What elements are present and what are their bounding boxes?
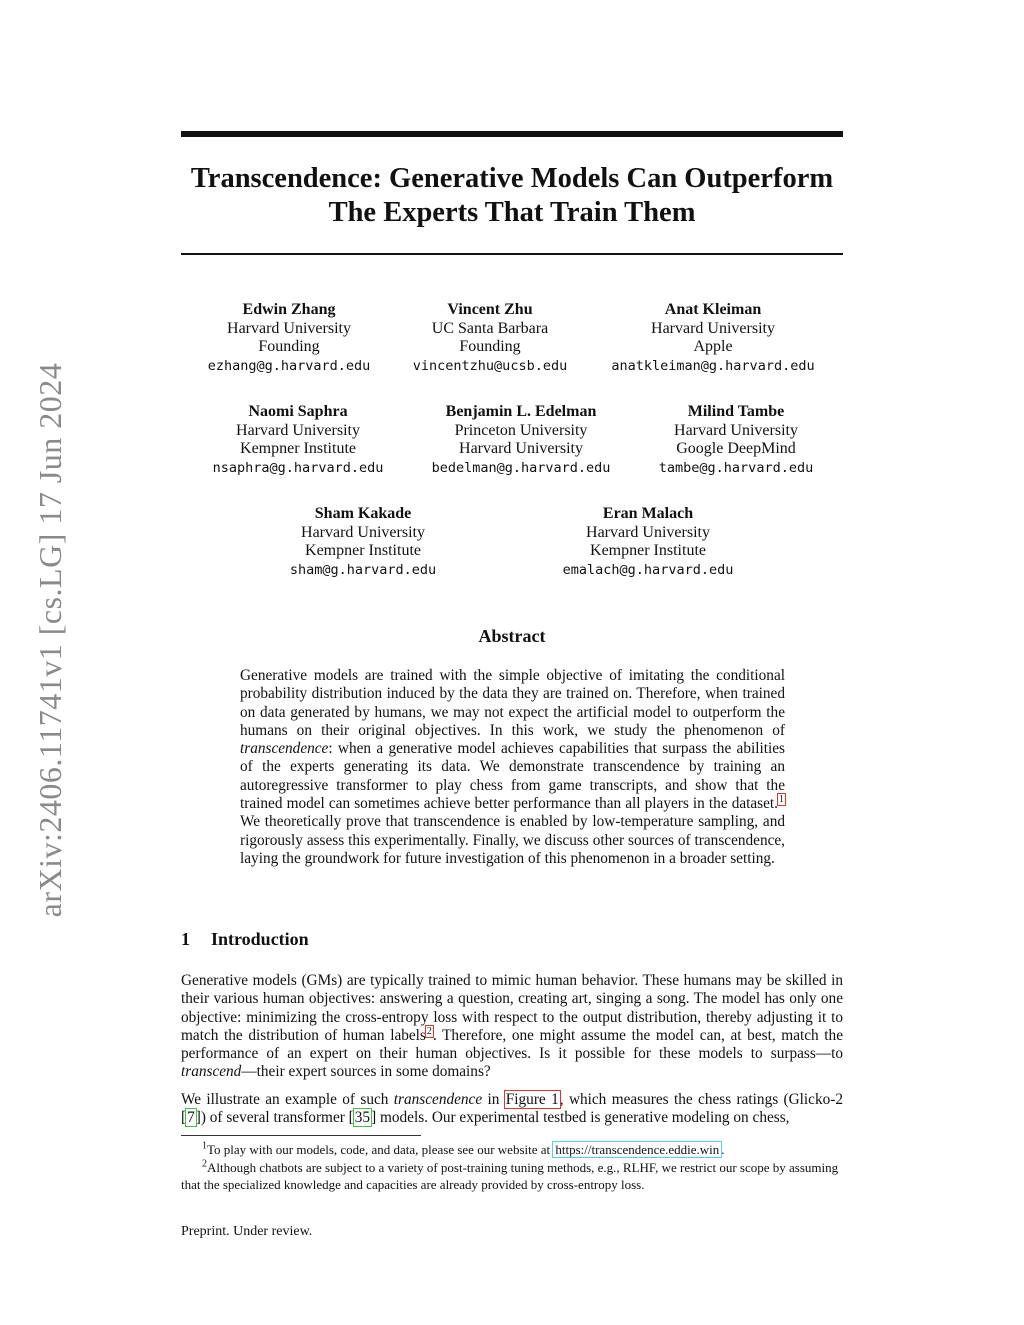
intro-paragraph-1 (181, 972, 843, 1082)
body-text: , which measures the chess ratings (Glicko-2 [ (181, 1091, 844, 1127)
author-block (636, 403, 836, 477)
abstract-heading: Abstract (478, 626, 546, 646)
author-email: anatkleiman@g.harvard.edu (611, 357, 815, 374)
paper-title (181, 162, 843, 230)
author-block (395, 301, 585, 375)
abstract-text: We theoretically prove that transcendence is enabled by low-temperature sampling, and rigorously assess this experimentally. Finally, we discuss other sources of transcendence, laying the groundwork for future investigation of this phenomenon in a broader setting. (240, 813, 785, 867)
author-affiliation: Princeton University (454, 421, 588, 439)
author-affiliation: Harvard University (674, 421, 798, 439)
title-bottom-rule (181, 253, 843, 255)
author-affiliation: UC Santa Barbara (431, 319, 549, 337)
author-email: vincentzhu@ucsb.edu (412, 357, 568, 374)
author-affiliation: Harvard University (459, 440, 583, 457)
author-block (598, 301, 828, 375)
website-link[interactable]: https://transcendence.eddie.win (555, 1142, 720, 1157)
author-block (538, 505, 758, 579)
author-affiliation: Harvard University (651, 319, 775, 337)
section-heading (181, 929, 309, 950)
intro-paragraph-2 (181, 1091, 843, 1128)
author-email: ezhang@g.harvard.edu (207, 357, 371, 374)
footnote-2 (181, 1159, 843, 1193)
author-block (263, 505, 463, 579)
author-affiliation: Kempner Institute (305, 542, 421, 559)
body-emphasis: transcend (181, 1063, 242, 1081)
author-name: Benjamin L. Edelman (445, 403, 597, 420)
author-affiliation: Google DeepMind (676, 440, 796, 457)
footnote-1 (181, 1141, 843, 1158)
footnote-mark: 1 (202, 1140, 207, 1152)
author-affiliation: Harvard University (227, 319, 351, 337)
abstract-emphasis: transcendence (240, 740, 329, 758)
author-name: Anat Kleiman (664, 301, 762, 318)
body-text: ]) of several transformer [ (195, 1109, 354, 1127)
author-affiliation: Kempner Institute (590, 542, 706, 559)
author-name: Naomi Saphra (248, 403, 348, 420)
author-name: Eran Malach (602, 505, 694, 522)
title-top-rule (181, 131, 843, 137)
abstract-text: Generative models are trained with the simple objective of imitating the conditional probability distribution induced by the data they are trained on. Therefore, when trained on data generated by humans, we may not expect the artificial model to outperform the humans on their original objectives. In this work, we study the phenomenon of (240, 667, 785, 739)
preprint-notice: Preprint. Under review. (181, 1224, 313, 1239)
author-affiliation: Harvard University (586, 523, 710, 541)
author-email: emalach@g.harvard.edu (562, 561, 734, 578)
body-text: . Therefore, one might assume the model can, at best, match the performance of an expert on their human objectives. Is it possible for these models to surpass—to (181, 1026, 843, 1063)
author-affiliation: Kempner Institute (240, 440, 356, 457)
footnote-rule (181, 1135, 421, 1136)
body-text: We illustrate an example of such (181, 1091, 394, 1108)
arxiv-side-stamp: arXiv:2406.11741v1 [cs.LG] 17 Jun 2024 (32, 362, 68, 918)
author-name: Edwin Zhang (242, 301, 336, 318)
citation-7-link[interactable]: 7 (187, 1109, 195, 1127)
author-block (416, 403, 626, 477)
body-text: —their expert sources in some domains? (241, 1063, 491, 1081)
author-name: Sham Kakade (314, 505, 412, 522)
body-text: ] models. Our experimental testbed is generative modeling on chess, (371, 1109, 790, 1127)
author-affiliation: Harvard University (236, 421, 360, 439)
author-email: nsaphra@g.harvard.edu (212, 459, 384, 476)
footnote-text: To play with our models, code, and data, please see our website at (207, 1142, 554, 1157)
section-title: Introduction (211, 929, 309, 949)
footnote-mark: 2 (202, 1158, 207, 1170)
author-email: tambe@g.harvard.edu (658, 459, 814, 476)
author-name: Milind Tambe (687, 403, 785, 420)
figure-1-link[interactable]: Figure 1 (505, 1091, 559, 1108)
body-text: Generative models (GMs) are typically trained to mimic human behavior. These humans may be skilled in their various human objectives: answering a question, creating art, singing a song. The model has only one objective: minimizing the cross-entropy loss with respect to the output distribution, thereby adjusting it to match the distribution of human labels (181, 972, 843, 1044)
author-block (189, 301, 389, 375)
footnote-2-link[interactable]: 2 (426, 1025, 432, 1037)
citation-35-link[interactable]: 35 (354, 1109, 371, 1127)
body-emphasis: transcendence (393, 1091, 483, 1108)
section-number: 1 (181, 929, 190, 949)
abstract-body (240, 667, 785, 868)
author-email: sham@g.harvard.edu (289, 561, 437, 578)
title-line-2: The Experts That Train Them (328, 197, 696, 228)
author-affiliation: Apple (693, 338, 733, 355)
footnote-1-link[interactable]: 1 (779, 793, 784, 805)
author-affiliation: Harvard University (301, 523, 425, 541)
body-text: in (482, 1091, 505, 1108)
footnote-text: Although chatbots are subject to a variety of post-training tuning methods, e.g., RLHF, we restrict our scope by assuming that the specialized knowledge and capacities are already provided by cross-entropy loss. (181, 1160, 839, 1192)
author-affiliation: Founding (258, 338, 320, 355)
footnote-text: . (721, 1142, 725, 1157)
author-affiliation: Founding (459, 338, 521, 355)
author-email: bedelman@g.harvard.edu (431, 459, 611, 476)
author-block (198, 403, 398, 477)
title-line-1: Transcendence: Generative Models Can Outperform (190, 163, 834, 194)
abstract-text: : when a generative model achieves capabilities that surpass the abilities of the experts generating its data. We demonstrate transcendence by training an autoregressive transformer to play chess from game transcripts, and show that the trained model can sometimes achieve better performance than all players in the dataset. (240, 740, 785, 813)
author-name: Vincent Zhu (447, 301, 533, 318)
